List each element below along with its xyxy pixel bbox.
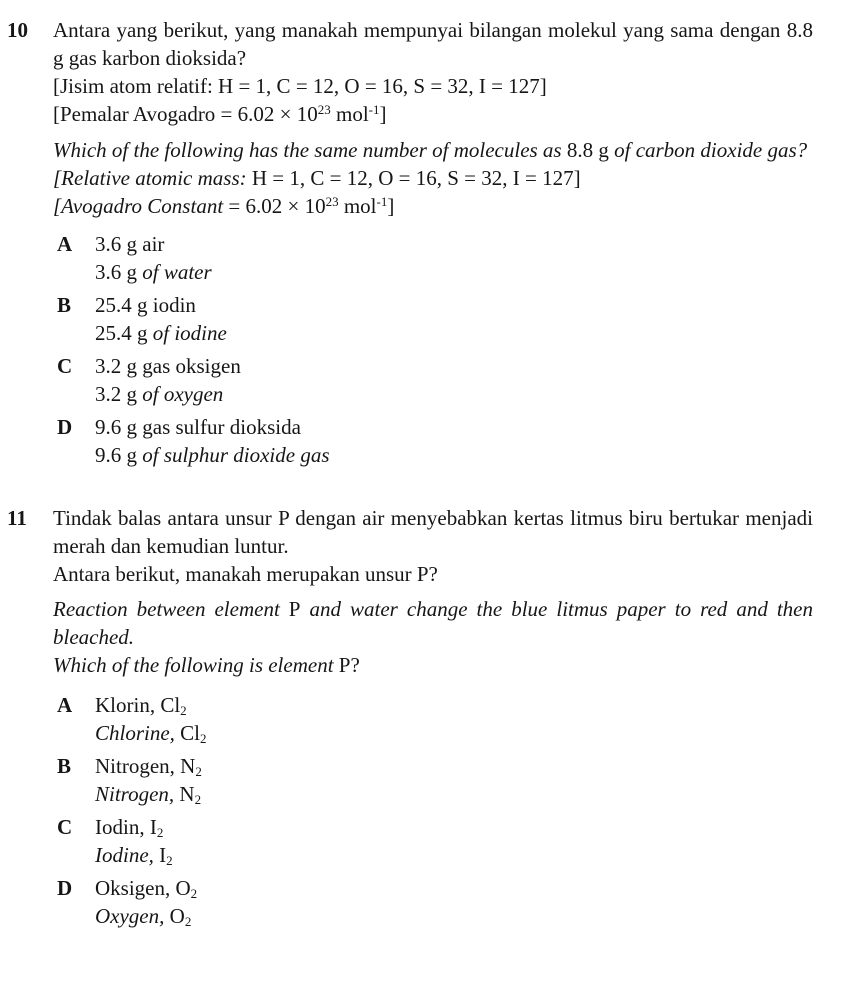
option-letter: B xyxy=(57,293,72,317)
question-10-number: 10 xyxy=(7,18,28,42)
english-statement-italic-run-2: and water change the blue litmus paper to red and then bleached. xyxy=(53,597,813,649)
formula-subscript: 2 xyxy=(190,886,198,901)
question-11-number: 11 xyxy=(7,506,27,530)
avogadro-exponent-english: 23 xyxy=(325,194,339,209)
question-10-options xyxy=(53,230,813,469)
question-11-option-d xyxy=(57,874,813,930)
question-10-text-english xyxy=(53,136,813,164)
formula-subscript: 2 xyxy=(194,792,202,807)
question-10-text-malay-run: Antara yang berikut, yang manakah mempunyai bilangan molekul yang sama dengan 8.8 g gas karbon dioksida? xyxy=(53,18,813,70)
formula-subscript: 2 xyxy=(166,853,173,868)
question-10 xyxy=(7,16,813,474)
question-10-avogadro-note-english xyxy=(53,192,813,220)
formula-symbol: N xyxy=(179,782,195,806)
option-english-upright: 9.6 g xyxy=(95,443,143,467)
option-malay-name: Klorin, Cl xyxy=(95,693,181,717)
question-11-option-a xyxy=(57,691,813,747)
question-10-avogadro-note-malay xyxy=(53,100,813,128)
english-question-upright-run: 8.8 g xyxy=(566,138,615,162)
option-text xyxy=(95,413,813,469)
option-letter: D xyxy=(57,876,73,900)
question-11-text-english xyxy=(53,595,813,651)
english-question-italic-run-1: Which of the following has the same number of molecules as xyxy=(53,138,567,162)
option-letter: A xyxy=(57,693,73,717)
question-10-option-b xyxy=(57,291,813,347)
question-11-english-block xyxy=(53,595,813,679)
option-text xyxy=(95,230,813,286)
option-letter: D xyxy=(57,415,73,439)
question-11-prompt-malay xyxy=(53,560,813,588)
option-english-italic: of water xyxy=(142,260,212,284)
option-text xyxy=(95,752,813,808)
question-11-prompt-english xyxy=(53,651,813,679)
option-text-malay xyxy=(95,752,813,780)
option-text-english xyxy=(95,258,813,286)
option-english-italic: of sulphur dioxide gas xyxy=(142,443,330,467)
avogadro-note-english-suffix: ] xyxy=(387,194,395,218)
formula-subscript: 2 xyxy=(195,764,202,779)
formula-subscript: 2 xyxy=(156,825,164,840)
option-english-upright: 25.4 g xyxy=(95,321,153,345)
mol-inverse-exponent-english: -1 xyxy=(376,194,388,209)
avogadro-note-english-label: [Avogadro Constant xyxy=(53,194,229,218)
option-malay-name: Iodin, I xyxy=(95,815,157,839)
option-text-english xyxy=(95,780,813,808)
formula-subscript: 2 xyxy=(200,731,207,746)
option-malay-name: Nitrogen, N xyxy=(95,754,196,778)
formula-symbol: Cl xyxy=(180,721,201,745)
avogadro-note-malay-suffix: ] xyxy=(379,102,387,126)
option-english-italic: of iodine xyxy=(152,321,227,345)
option-letter: C xyxy=(57,354,73,378)
option-english-upright: 3.6 g xyxy=(95,260,143,284)
formula-subscript: 2 xyxy=(180,703,187,718)
english-prompt-italic-run: Which of the following is element xyxy=(53,653,339,677)
option-text-english xyxy=(95,441,813,469)
option-malay-name: Oksigen, O xyxy=(95,876,191,900)
option-text-malay: 3.6 g air xyxy=(95,232,165,256)
atomic-mass-note-malay-text: [Jisim atom relatif: H = 1, C = 12, O = 16, S = 32, I = 127] xyxy=(53,74,547,98)
avogadro-exponent: 23 xyxy=(317,102,331,117)
option-text-english xyxy=(95,319,813,347)
option-text-english xyxy=(95,719,813,747)
question-10-atomic-mass-note-malay xyxy=(53,72,813,100)
avogadro-note-malay-mid: mol xyxy=(330,102,369,126)
question-10-option-a xyxy=(57,230,813,286)
question-10-body xyxy=(53,16,813,474)
option-text-english xyxy=(95,380,813,408)
option-text-malay: 3.2 g gas oksigen xyxy=(95,354,241,378)
question-11-text-malay-run: Tindak balas antara unsur P dengan air menyebabkan kertas litmus biru bertukar menjadi merah dan kemudian luntur. xyxy=(53,506,813,558)
avogadro-note-english-mid: mol xyxy=(338,194,377,218)
option-english-name: Iodine, xyxy=(95,843,160,867)
option-text-malay: 9.6 g gas sulfur dioksida xyxy=(95,415,301,439)
option-english-italic: of oxygen xyxy=(142,382,224,406)
atomic-mass-note-english-label: [Relative atomic mass: xyxy=(53,166,252,190)
option-text-malay xyxy=(95,691,813,719)
question-10-atomic-mass-note-english xyxy=(53,164,813,192)
english-statement-italic-run-1: Reaction between element xyxy=(53,597,289,621)
option-letter: B xyxy=(57,754,72,778)
option-english-name: Oxygen, xyxy=(95,904,170,928)
option-text xyxy=(95,691,813,747)
question-10-option-d xyxy=(57,413,813,469)
option-text xyxy=(95,874,813,930)
question-10-english-block xyxy=(53,136,813,220)
question-10-text-malay xyxy=(53,16,813,72)
option-english-upright: 3.2 g xyxy=(95,382,143,406)
option-text-english xyxy=(95,841,813,869)
option-text-malay: 25.4 g iodin xyxy=(95,293,196,317)
element-p-upright: P xyxy=(288,597,301,621)
question-11-text-malay xyxy=(53,504,813,560)
question-11-option-c xyxy=(57,813,813,869)
option-text-english xyxy=(95,902,813,930)
formula-symbol: I xyxy=(159,843,167,867)
option-text xyxy=(95,352,813,408)
option-text-malay xyxy=(95,874,813,902)
question-11-options xyxy=(53,691,813,930)
question-11-prompt-malay-run: Antara berikut, manakah merupakan unsur P? xyxy=(53,562,438,586)
option-letter: A xyxy=(57,232,73,256)
mol-inverse-exponent: -1 xyxy=(368,102,380,117)
english-question-italic-run-2: of carbon dioxide gas? xyxy=(614,138,808,162)
element-p-upright: P? xyxy=(338,653,360,677)
option-letter: C xyxy=(57,815,73,839)
question-11-option-b xyxy=(57,752,813,808)
option-text-malay xyxy=(95,813,813,841)
atomic-mass-note-english-values: H = 1, C = 12, O = 16, S = 32, I = 127] xyxy=(251,166,581,190)
formula-subscript: 2 xyxy=(184,914,192,929)
option-english-name: Chlorine, xyxy=(95,721,181,745)
question-11 xyxy=(7,504,813,935)
option-text xyxy=(95,291,813,347)
avogadro-note-malay-prefix: [Pemalar Avogadro = 6.02 × 10 xyxy=(53,102,318,126)
formula-symbol: O xyxy=(169,904,185,928)
option-text xyxy=(95,813,813,869)
question-10-option-c xyxy=(57,352,813,408)
option-english-name: Nitrogen, xyxy=(95,782,180,806)
question-11-body xyxy=(53,504,813,935)
avogadro-note-english-value: = 6.02 × 10 xyxy=(228,194,326,218)
